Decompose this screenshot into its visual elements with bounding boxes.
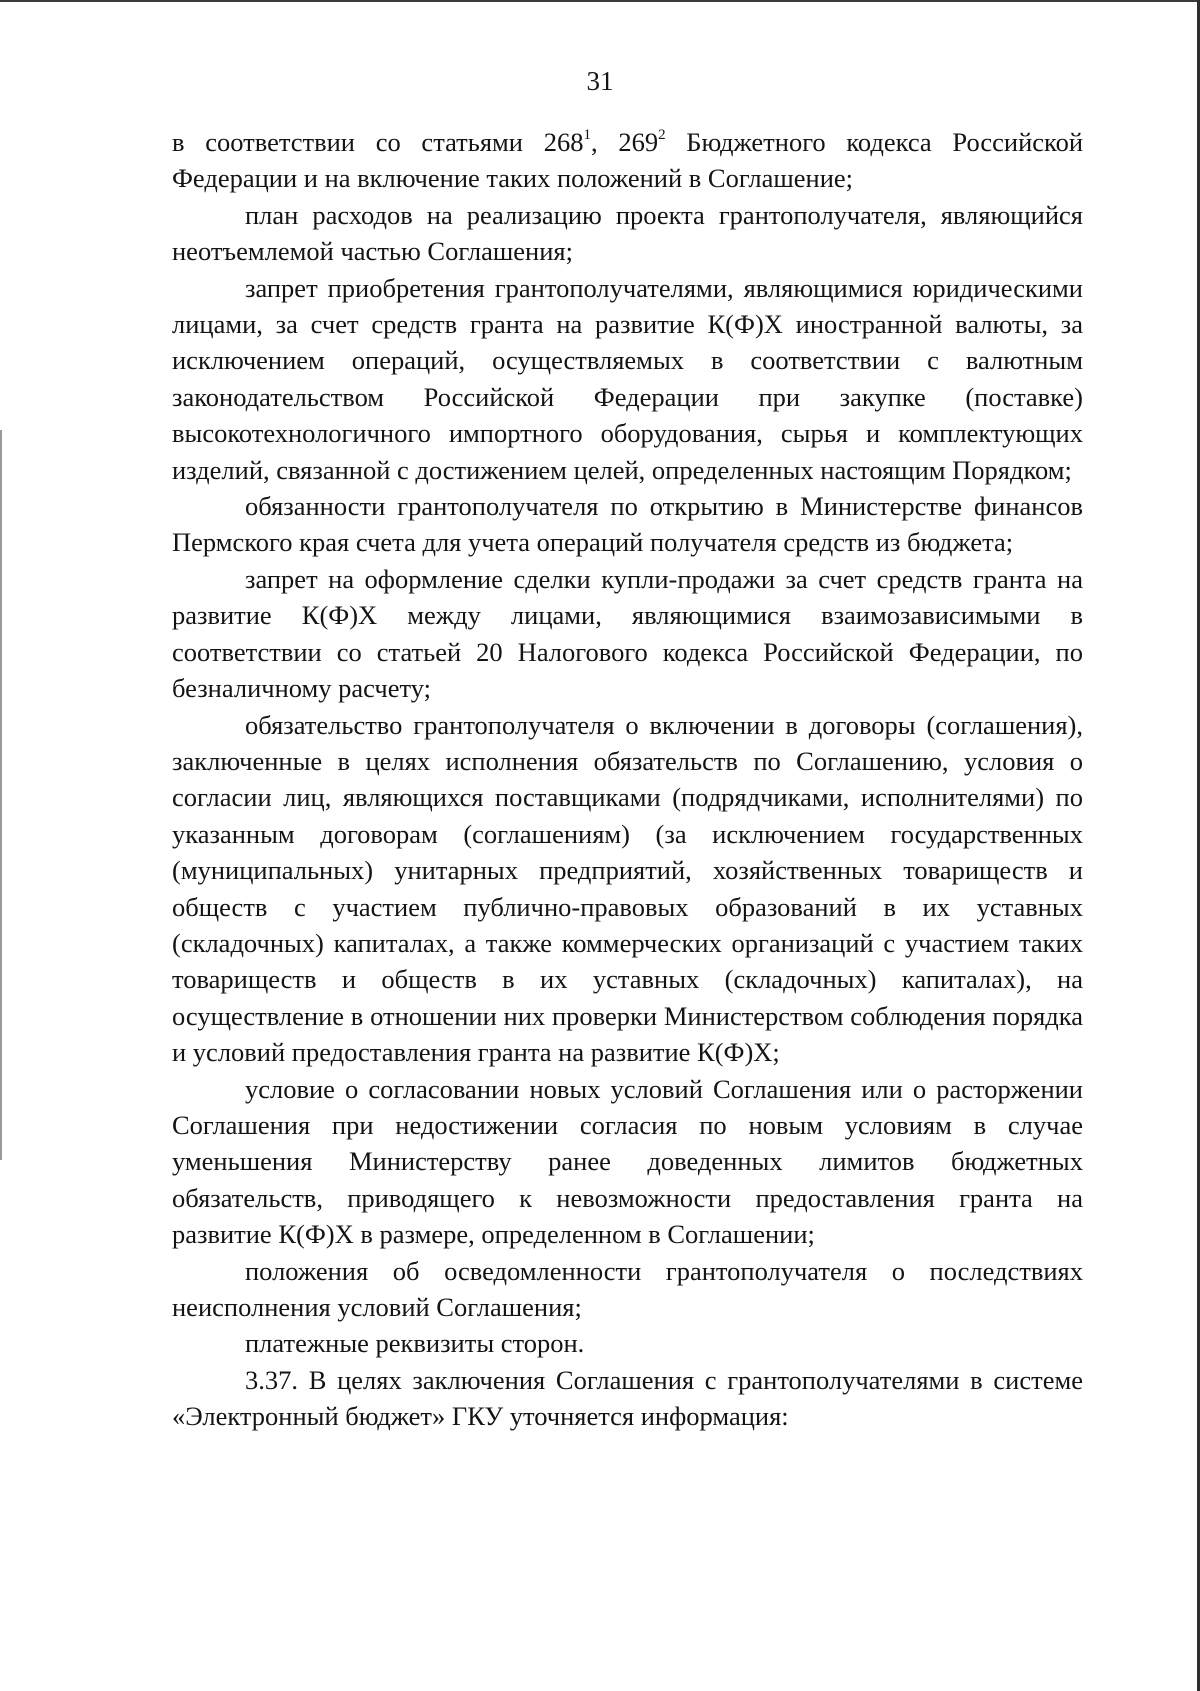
paragraph-account-opening: обязанности грантополучателя по открытию в Министерстве финансов Пермского края счета для учета операций получателя средств из бюджета; <box>172 491 1083 558</box>
paragraph-section-3-37: 3.37. В целях заключения Соглашения с грантополучателями в системе «Электронный бюджет» ГКУ уточняется информация: <box>172 1364 1083 1432</box>
paragraph-currency-ban: запрет приобретения грантополучателями, являющимися юридическими лицами, за счет средств гранта на развитие К(Ф)Х иностранной валюты, за исключением операций, осуществляемых в соответствии с валютным законодательством Российской Федерации при закупке (поставке) высокотехнологичного импортного оборудования, сырья и комплектующих изделий, связанной с достижением целей, определенных настоящим Порядком; <box>172 272 1083 485</box>
paragraph-expense-plan: план расходов на реализацию проекта грантополучателя, являющийся неотъемлемой частью Соглашения; <box>172 199 1083 267</box>
text-run: Бюджетного кодекса Российской Федерации и на включение таких положений в Соглашение; <box>172 127 1084 194</box>
page-number: 31 <box>586 66 614 96</box>
paragraph-payment-details: платежные реквизиты сторон. <box>245 1328 585 1359</box>
paragraph-contract-obligation: обязательство грантополучателя о включении в договоры (соглашения), заключенные в целях исполнения обязательств по Соглашению, условия о согласии лиц, являющихся поставщиками (подрядчиками, исполнителями) по указанным договорам (соглашениям) (за исключением государственных (муниципальных) унитарных предприятий, хозяйственных товариществ и обществ с участием публично-правовых образований в их уставных (складочных) капиталах, а также коммерческих организаций с участием таких товариществ и обществ в их уставных (складочных) капиталах), на осуществление в отношении них проверки Министерством соблюдения порядка и условий предоставления гранта на развитие К(Ф)Х; <box>172 709 1083 1068</box>
superscript: 1 <box>583 127 591 144</box>
document-body <box>172 124 1083 1435</box>
paragraph-sale-ban: запрет на оформление сделки купли-продажи за счет средств гранта на развитие К(Ф)Х между лицами, являющимися взаимозависимыми в соответствии со статьей 20 Налогового кодекса Российской Федерации, по безналичному расчету; <box>172 563 1083 704</box>
paragraph-continuation <box>172 124 1083 197</box>
paragraph-awareness: положения об осведомленности грантополучателя о последствиях неисполнения условий Соглашения; <box>172 1255 1083 1322</box>
text-run: в соответствии со статьями 268 <box>172 127 584 157</box>
scan-mark-left <box>0 430 2 1160</box>
paragraph-new-conditions: условие о согласовании новых условий Соглашения или о расторжении Соглашения при недостижении согласия по новым условиям в случае уменьшения Министерству ранее доведенных лимитов бюджетных обязательств, приводящего к невозможности предоставления гранта на развитие К(Ф)Х в размере, определенном в Соглашении; <box>172 1073 1083 1250</box>
scan-border-top <box>0 0 1200 2</box>
superscript: 2 <box>658 127 666 144</box>
text-run: , 269 <box>590 127 659 157</box>
